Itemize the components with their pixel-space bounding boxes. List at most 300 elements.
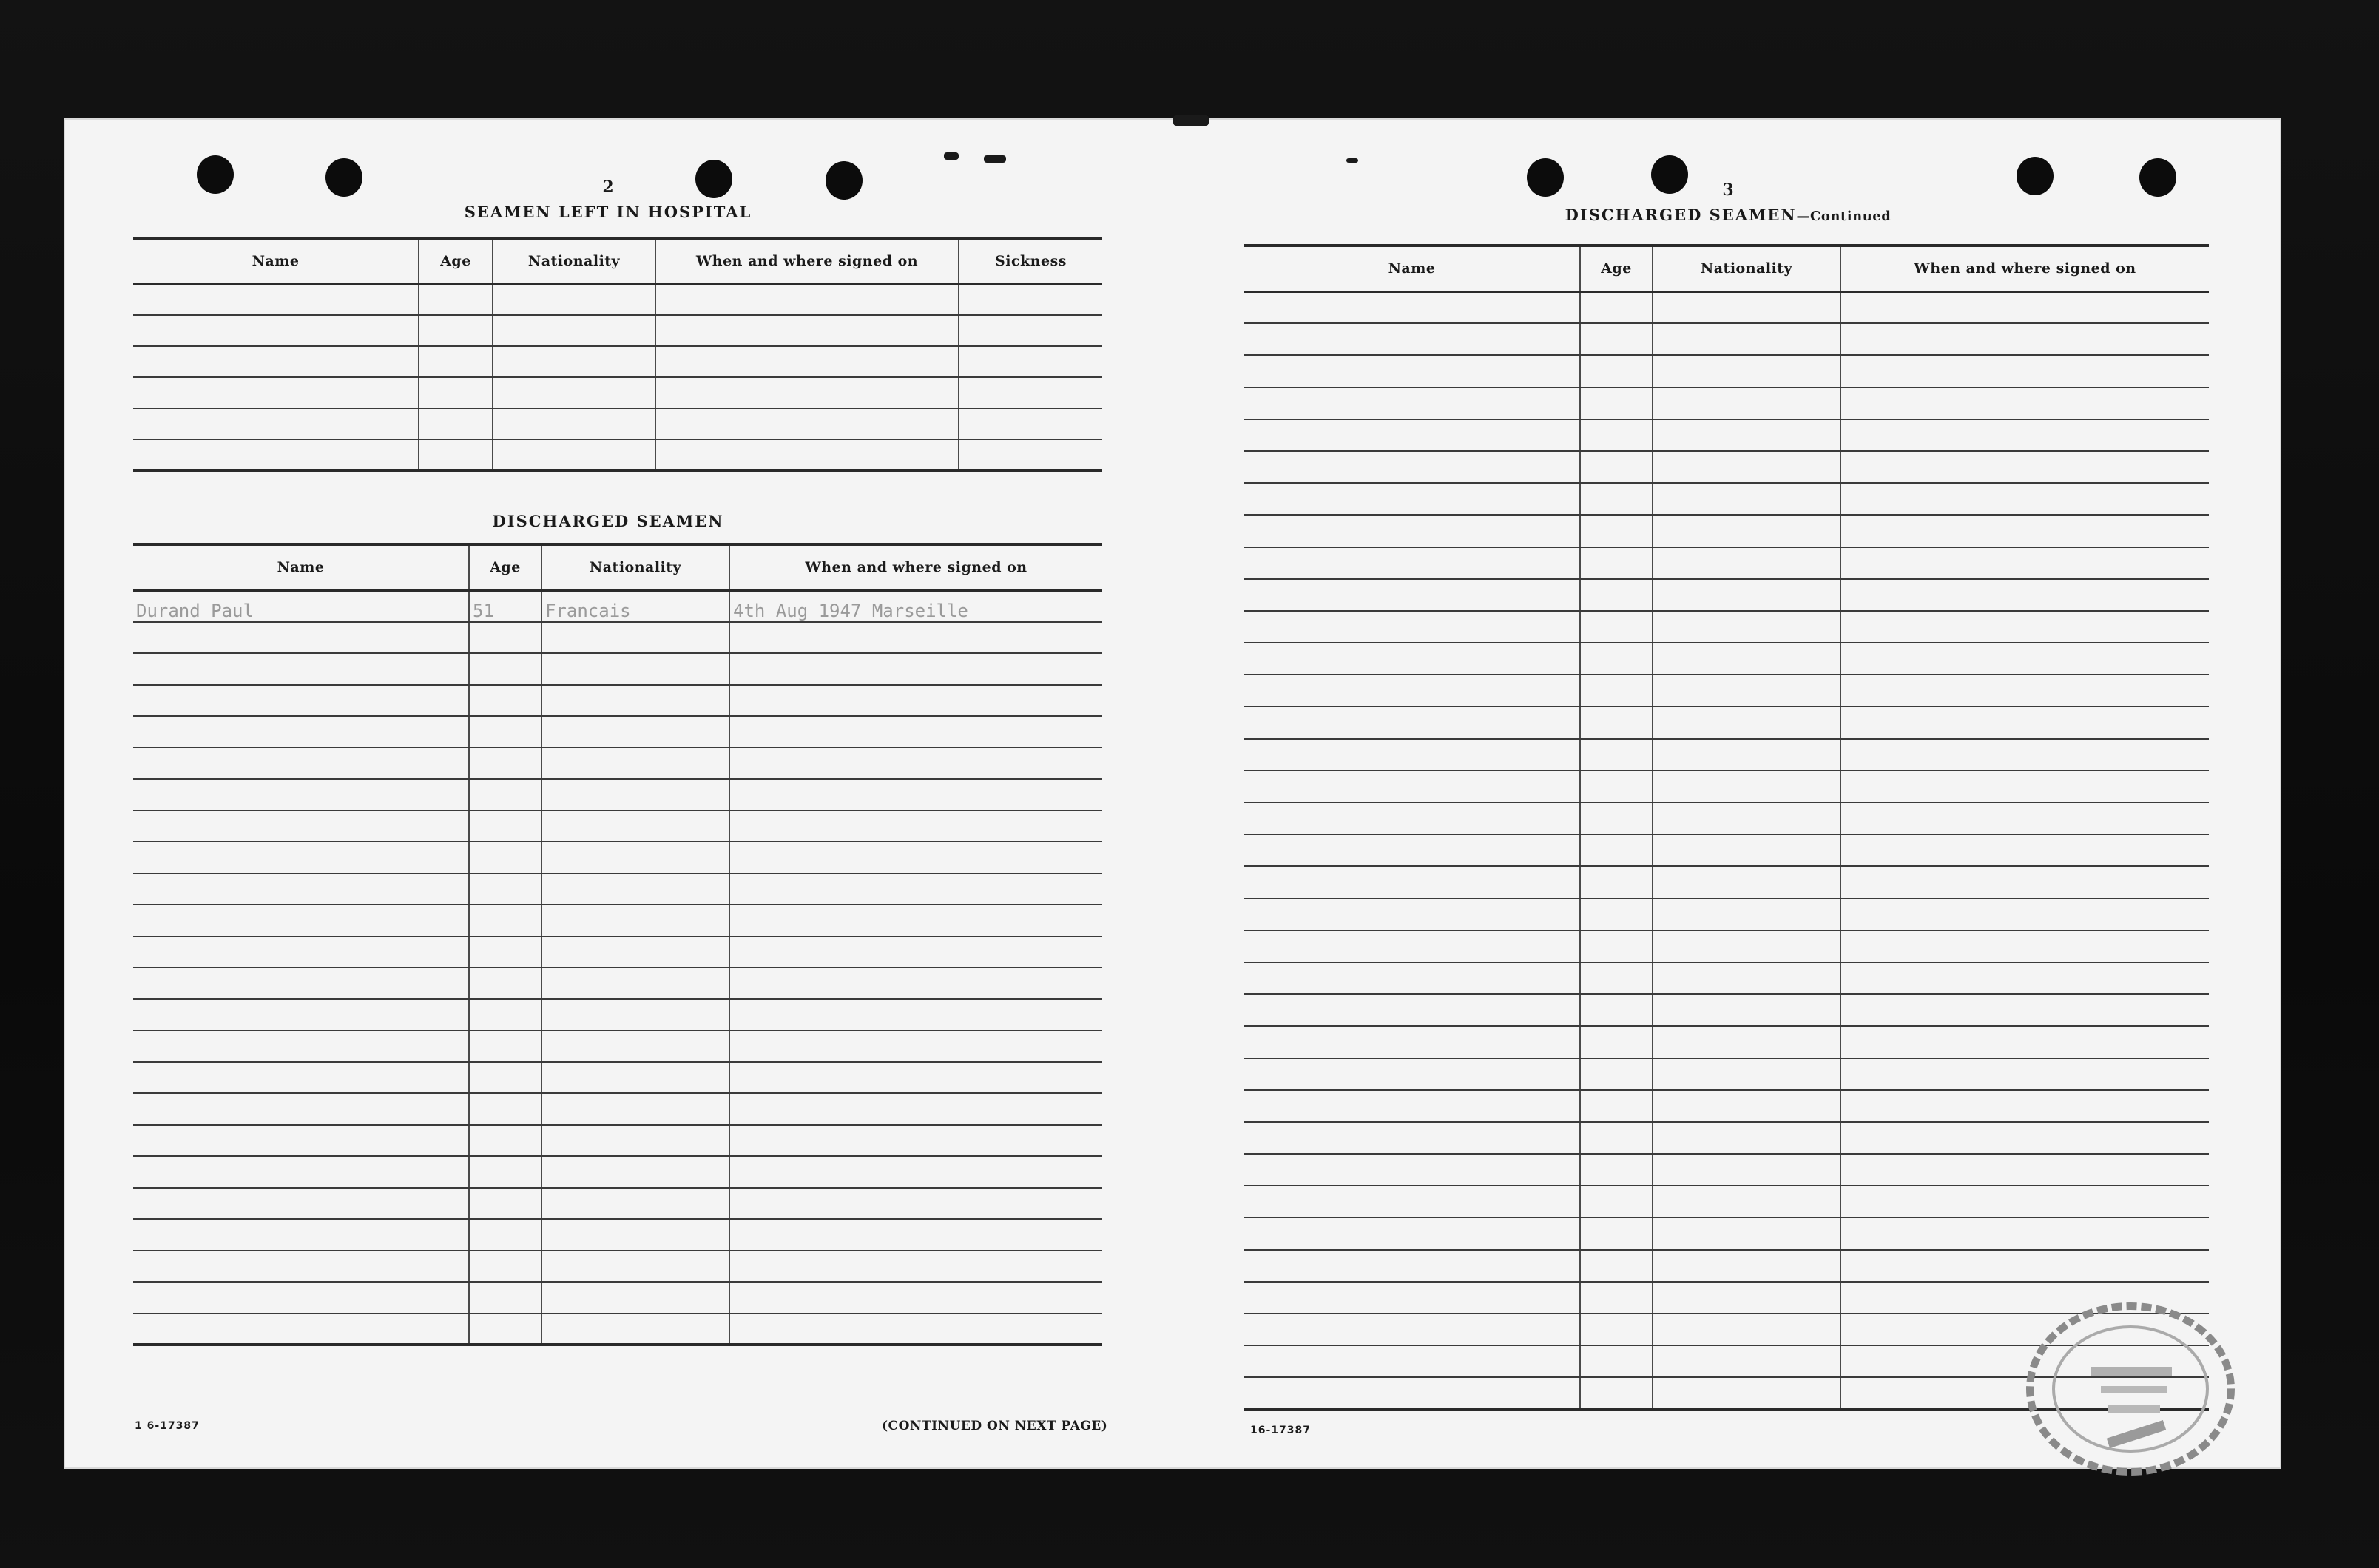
table-cell [1840, 355, 2209, 387]
table-cell [469, 1093, 541, 1125]
table-row [133, 842, 1102, 873]
table-cell [541, 748, 729, 780]
table-cell [541, 622, 729, 654]
table-row [1244, 388, 2209, 419]
table-cell [469, 685, 541, 717]
table-row [133, 748, 1102, 780]
table-row [133, 716, 1102, 748]
table-cell [1244, 994, 1580, 1026]
table-row [1244, 1026, 2209, 1058]
table-row [133, 685, 1102, 717]
table-row [1244, 355, 2209, 387]
page-number-left: 2 [602, 178, 614, 197]
table-cell [541, 1219, 729, 1251]
table-cell [729, 622, 1102, 654]
table-cell [133, 779, 469, 811]
col-header-age: Age [1580, 246, 1653, 291]
table-cell [1244, 1122, 1580, 1154]
table-cell [1653, 866, 1840, 898]
table-cell [1840, 323, 2209, 355]
table-cell [1244, 1345, 1580, 1377]
table-row [1244, 451, 2209, 483]
table-row [1244, 1090, 2209, 1122]
table-row [133, 1030, 1102, 1062]
table-row [133, 1251, 1102, 1283]
table-cell [133, 1188, 469, 1220]
table-row [133, 905, 1102, 936]
table-cell [729, 873, 1102, 905]
table-row [133, 653, 1102, 685]
table-cell [1244, 355, 1580, 387]
table-cell [959, 284, 1102, 315]
table-cell [541, 967, 729, 999]
table-cell [1244, 388, 1580, 419]
table-cell [1653, 706, 1840, 738]
table-row [1244, 515, 2209, 547]
table-cell [1840, 899, 2209, 930]
table-cell [1653, 388, 1840, 419]
table-row [133, 590, 1102, 622]
table-row [133, 936, 1102, 968]
punch-hole-icon [1527, 158, 1564, 197]
table-cell [1580, 994, 1653, 1026]
table-cell [729, 685, 1102, 717]
table-cell [541, 1282, 729, 1314]
table-cell [1244, 483, 1580, 515]
table-row [133, 622, 1102, 654]
hospital-section-title: SEAMEN LEFT IN HOSPITAL [464, 203, 752, 221]
table-cell [1580, 1217, 1653, 1249]
table-cell [493, 284, 655, 315]
table-row [133, 1314, 1102, 1345]
table-cell [1653, 419, 1840, 451]
table-cell [1840, 547, 2209, 579]
table-row [1244, 1186, 2209, 1217]
table-cell [133, 1314, 469, 1345]
table-row [133, 284, 1102, 315]
tear-mark [944, 152, 959, 160]
table-cell [541, 1251, 729, 1283]
table-cell [541, 1314, 729, 1345]
table-row [1244, 547, 2209, 579]
table-cell [1580, 675, 1653, 706]
table-cell [1580, 515, 1653, 547]
table-cell [959, 439, 1102, 470]
table-cell [729, 1093, 1102, 1125]
col-header-age: Age [419, 238, 493, 284]
table-cell [1580, 771, 1653, 802]
table-cell [469, 811, 541, 842]
table-cell [1840, 451, 2209, 483]
table-cell [1840, 611, 2209, 643]
discharged-title-suffix: —Continued [1796, 209, 1892, 224]
table-cell [1653, 1122, 1840, 1154]
table-cell [1653, 1090, 1840, 1122]
table-cell [1580, 739, 1653, 771]
table-cell [469, 873, 541, 905]
table-cell [1580, 802, 1653, 834]
table-cell [133, 1062, 469, 1094]
table-cell [1580, 643, 1653, 675]
table-cell [1653, 1345, 1840, 1377]
table-row [1244, 771, 2209, 802]
table-cell [469, 967, 541, 999]
table-cell [541, 936, 729, 968]
table-cell [729, 1125, 1102, 1157]
table-cell [1653, 515, 1840, 547]
punch-hole-icon [1651, 155, 1688, 194]
ledger-spread [64, 118, 2281, 1469]
table-row [1244, 675, 2209, 706]
table-row [1244, 1250, 2209, 1282]
table-cell [1653, 1154, 1840, 1186]
table-cell [1580, 706, 1653, 738]
col-header-signed-on: When and where signed on [729, 544, 1102, 590]
discharged-table [133, 543, 1102, 1346]
table-cell [1840, 739, 2209, 771]
page-number-right: 3 [1722, 180, 1734, 200]
table-row [1244, 291, 2209, 323]
table-cell [469, 748, 541, 780]
table-cell [1244, 1377, 1580, 1409]
table-cell [469, 622, 541, 654]
table-cell [1580, 930, 1653, 962]
table-row [1244, 1154, 2209, 1186]
table-cell [1580, 1377, 1653, 1409]
table-cell [133, 1251, 469, 1283]
table-cell [1244, 866, 1580, 898]
table-row [1244, 579, 2209, 611]
table-cell [1580, 866, 1653, 898]
col-header-nationality: Nationality [1653, 246, 1840, 291]
table-cell [1653, 611, 1840, 643]
table-cell [541, 905, 729, 936]
table-cell [1244, 547, 1580, 579]
punch-hole-icon [197, 155, 234, 194]
table-cell [1840, 1122, 2209, 1154]
table-cell [1840, 1154, 2209, 1186]
table-cell [1840, 866, 2209, 898]
table-row [133, 408, 1102, 439]
table-cell [541, 1188, 729, 1220]
table-row [133, 873, 1102, 905]
table-cell [1840, 291, 2209, 323]
table-cell [1840, 1250, 2209, 1282]
table-row [1244, 899, 2209, 930]
table-row [133, 811, 1102, 842]
table-cell [541, 1062, 729, 1094]
table-cell [655, 284, 959, 315]
table-cell [1653, 739, 1840, 771]
table-cell [1840, 1217, 2209, 1249]
table-cell [1653, 834, 1840, 866]
table-cell [1580, 962, 1653, 994]
table-row [1244, 611, 2209, 643]
postmark-stamp-icon [2019, 1294, 2241, 1483]
table-cell [1580, 899, 1653, 930]
table-cell [1244, 962, 1580, 994]
table-cell [1580, 483, 1653, 515]
table-cell [133, 1219, 469, 1251]
table-cell [1840, 834, 2209, 866]
table-cell [655, 377, 959, 408]
table-cell [541, 873, 729, 905]
table-cell [729, 1282, 1102, 1314]
table-cell [1580, 1154, 1653, 1186]
form-number-right: 16-17387 [1250, 1425, 1311, 1436]
table-cell [541, 653, 729, 685]
table-cell [1244, 1058, 1580, 1090]
table-cell [729, 653, 1102, 685]
table-cell [133, 716, 469, 748]
table-cell [1580, 291, 1653, 323]
table-cell [729, 1062, 1102, 1094]
table-cell [655, 408, 959, 439]
table-cell [655, 439, 959, 470]
table-cell [1244, 1154, 1580, 1186]
table-cell [1840, 579, 2209, 611]
col-header-signed-on: When and where signed on [655, 238, 959, 284]
table-row [1244, 643, 2209, 675]
table-cell: Durand Paul [133, 590, 469, 622]
table-cell [1653, 1377, 1840, 1409]
table-cell [1244, 451, 1580, 483]
table-cell [729, 1030, 1102, 1062]
table-row [1244, 1058, 2209, 1090]
discharged-continued-table [1244, 244, 2209, 1411]
table-cell [1840, 483, 2209, 515]
table-row [1244, 323, 2209, 355]
table-cell [1580, 579, 1653, 611]
table-cell [729, 936, 1102, 968]
discharged-title-main: DISCHARGED SEAMEN [1565, 206, 1797, 224]
col-header-nationality: Nationality [541, 544, 729, 590]
table-cell [1244, 579, 1580, 611]
table-cell [133, 811, 469, 842]
table-cell [1244, 515, 1580, 547]
table-cell [1580, 1345, 1653, 1377]
col-header-age: Age [469, 544, 541, 590]
table-cell [541, 842, 729, 873]
table-cell [729, 967, 1102, 999]
table-cell [1653, 1186, 1840, 1217]
table-cell [133, 653, 469, 685]
table-cell [469, 716, 541, 748]
table-cell [1244, 802, 1580, 834]
table-row [1244, 739, 2209, 771]
table-cell [1840, 802, 2209, 834]
table-cell [1580, 355, 1653, 387]
table-cell [1840, 1090, 2209, 1122]
table-row [1244, 962, 2209, 994]
table-cell [1840, 388, 2209, 419]
table-cell: 51 [469, 590, 541, 622]
table-cell [1580, 419, 1653, 451]
hospital-table [133, 237, 1102, 472]
discharged-section-title: DISCHARGED SEAMEN [492, 512, 724, 530]
table-cell [729, 1314, 1102, 1345]
table-row [133, 377, 1102, 408]
table-cell [1244, 1250, 1580, 1282]
table-cell [133, 346, 419, 377]
tear-mark [1346, 158, 1358, 163]
table-cell [1653, 675, 1840, 706]
table-row [133, 315, 1102, 346]
discharged-continued-title [1469, 206, 1987, 224]
table-cell [469, 653, 541, 685]
table-cell [1244, 930, 1580, 962]
tear-mark [1173, 115, 1209, 126]
table-row [1244, 1217, 2209, 1249]
table-cell [541, 999, 729, 1031]
table-cell [1580, 834, 1653, 866]
table-row [133, 1125, 1102, 1157]
punch-hole-icon [695, 160, 732, 198]
table-cell: 4th Aug 1947 Marseille [729, 590, 1102, 622]
table-cell [729, 842, 1102, 873]
col-header-name: Name [1244, 246, 1580, 291]
table-cell [469, 1125, 541, 1157]
table-row [133, 779, 1102, 811]
table-cell [1580, 451, 1653, 483]
table-cell [133, 1156, 469, 1188]
table-cell [469, 1030, 541, 1062]
table-cell [729, 716, 1102, 748]
table-cell [1580, 1314, 1653, 1345]
table-cell [541, 1156, 729, 1188]
table-cell [541, 779, 729, 811]
table-cell [419, 439, 493, 470]
tear-mark [984, 155, 1006, 163]
table-cell [1840, 1058, 2209, 1090]
table-cell [541, 1030, 729, 1062]
table-row [1244, 483, 2209, 515]
table-cell [469, 1219, 541, 1251]
punch-hole-icon [2139, 158, 2176, 197]
table-cell [1840, 930, 2209, 962]
table-cell [1580, 1282, 1653, 1314]
table-cell [1244, 706, 1580, 738]
table-cell [729, 905, 1102, 936]
table-cell [729, 748, 1102, 780]
table-row [1244, 834, 2209, 866]
col-header-nationality: Nationality [493, 238, 655, 284]
table-cell [1244, 1026, 1580, 1058]
col-header-name: Name [133, 544, 469, 590]
table-cell [469, 1156, 541, 1188]
table-cell: Francais [541, 590, 729, 622]
table-cell [959, 346, 1102, 377]
table-cell [133, 315, 419, 346]
table-cell [419, 377, 493, 408]
table-cell [133, 967, 469, 999]
table-cell [1840, 1186, 2209, 1217]
table-cell [469, 1251, 541, 1283]
table-cell [1653, 1026, 1840, 1058]
table-cell [1580, 1090, 1653, 1122]
table-cell [1653, 355, 1840, 387]
table-cell [133, 905, 469, 936]
table-cell [1653, 994, 1840, 1026]
table-cell [469, 936, 541, 968]
table-cell [541, 1125, 729, 1157]
table-cell [1244, 1090, 1580, 1122]
table-cell [133, 1030, 469, 1062]
table-cell [469, 999, 541, 1031]
table-cell [133, 999, 469, 1031]
table-cell [1840, 994, 2209, 1026]
table-cell [1653, 771, 1840, 802]
table-cell [469, 905, 541, 936]
table-cell [133, 1093, 469, 1125]
table-cell [1840, 643, 2209, 675]
table-cell [1244, 1314, 1580, 1345]
table-cell [493, 377, 655, 408]
table-cell [1653, 1217, 1840, 1249]
table-row [133, 1062, 1102, 1094]
form-number-left: 1 6-17387 [135, 1420, 200, 1432]
table-cell [1840, 419, 2209, 451]
table-cell [729, 811, 1102, 842]
table-cell [1580, 323, 1653, 355]
table-row [133, 1093, 1102, 1125]
table-cell [1244, 771, 1580, 802]
table-cell [419, 346, 493, 377]
table-cell [419, 284, 493, 315]
table-cell [493, 439, 655, 470]
table-cell [1840, 1026, 2209, 1058]
table-cell [959, 408, 1102, 439]
table-cell [133, 408, 419, 439]
table-cell [1840, 515, 2209, 547]
table-cell [469, 779, 541, 811]
table-row [133, 1156, 1102, 1188]
table-row [1244, 994, 2209, 1026]
table-cell [1840, 675, 2209, 706]
table-cell [493, 346, 655, 377]
table-cell [133, 685, 469, 717]
table-row [133, 999, 1102, 1031]
table-cell [133, 284, 419, 315]
table-cell [1580, 611, 1653, 643]
table-cell [469, 842, 541, 873]
table-cell [1244, 419, 1580, 451]
table-cell [959, 315, 1102, 346]
table-cell [133, 842, 469, 873]
table-cell [1840, 962, 2209, 994]
table-cell [1653, 802, 1840, 834]
table-cell [541, 811, 729, 842]
table-cell [1653, 579, 1840, 611]
punch-hole-icon [2017, 157, 2054, 195]
table-row [1244, 706, 2209, 738]
table-row [1244, 1122, 2209, 1154]
table-cell [655, 346, 959, 377]
table-cell [1653, 643, 1840, 675]
table-cell [1653, 323, 1840, 355]
table-cell [1580, 1186, 1653, 1217]
table-cell [1653, 291, 1840, 323]
table-cell [133, 873, 469, 905]
table-row [133, 346, 1102, 377]
table-cell [1244, 675, 1580, 706]
table-cell [729, 999, 1102, 1031]
table-cell [1244, 643, 1580, 675]
table-cell [1653, 1314, 1840, 1345]
table-cell [729, 1251, 1102, 1283]
table-cell [1580, 1122, 1653, 1154]
table-cell [1653, 451, 1840, 483]
